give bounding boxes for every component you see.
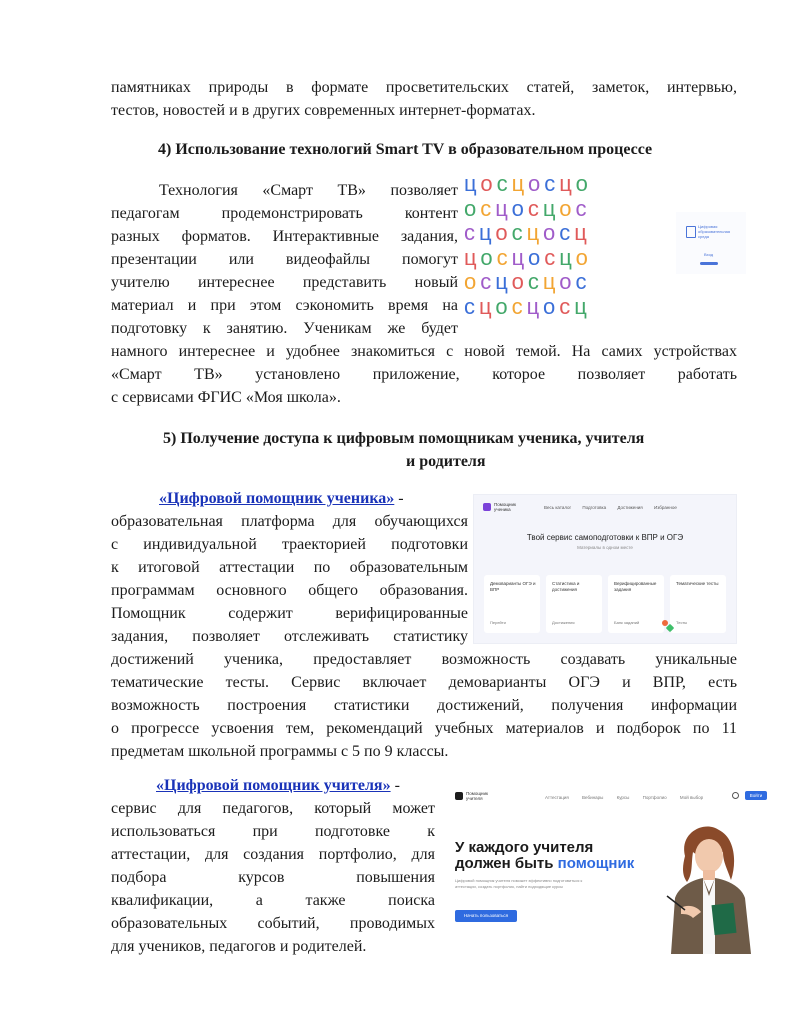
- pattern-letter: о: [542, 220, 560, 245]
- pattern-letter: о: [527, 171, 545, 196]
- student-line: к итоговой аттестации по образовательным: [111, 559, 468, 576]
- student-cont: возможность построения статистики достижений, получения информации: [111, 697, 737, 714]
- teacher-line: квалификации, а также поиска: [111, 892, 435, 909]
- student-cont: о прогрессе усвоения тем, рекомендаций учебных материалов и подборок по 11: [111, 720, 737, 737]
- nav-item[interactable]: Мой выбор: [679, 795, 704, 800]
- smarttv-line: разных форматов. Интерактивные задания,: [111, 228, 458, 245]
- teacher-line: аттестации, для создания портфолио, для: [111, 846, 435, 863]
- card-title: Тематические тесты: [676, 581, 719, 586]
- pattern-row: [464, 295, 670, 320]
- teacher-helper-screenshot: [449, 786, 769, 954]
- pattern-letter: ц: [511, 171, 528, 196]
- teacher-helper-nav: [545, 795, 715, 800]
- heading-smart-tv: 4) Использование технологий Smart TV в образовательном процессе: [158, 141, 653, 158]
- smarttv-cont: с сервисами ФГИС «Моя школа».: [111, 389, 341, 406]
- teacher-helper-description: Цифровой помощник учителя поможет эффективно подготовиться к аттестации, создать портфолио, найти подходящие курсы: [455, 878, 583, 889]
- pattern-letter: с: [559, 220, 575, 245]
- teacher-helper-headline: [455, 840, 634, 872]
- teacher-line: сервис для педагогов, который может: [111, 800, 435, 817]
- smarttv-line: материал и при этом сэкономить время на: [111, 297, 458, 314]
- pattern-letter: о: [495, 220, 512, 245]
- headline-text: должен быть: [455, 855, 554, 872]
- student-cont: достижений ученика, предоставляет возможность создавать уникальные: [111, 651, 737, 668]
- pattern-letter: о: [542, 293, 560, 319]
- card-footer: Тесты: [676, 620, 688, 625]
- card-title: Демоварианты ОГЭ и ВПР: [490, 581, 536, 592]
- pattern-letter: о: [480, 244, 497, 270]
- teacher-helper-logo-text: Помощник учителя: [466, 791, 489, 801]
- pattern-letter: о: [559, 269, 576, 294]
- pattern-row: [464, 172, 670, 197]
- student-helper-logo-text: Помощник ученика: [494, 502, 517, 512]
- student-helper-title: Твой сервис самоподготовки к ВПР и ОГЭ: [526, 533, 684, 542]
- student-first-line: [159, 487, 468, 510]
- tv-login-button[interactable]: [700, 262, 718, 265]
- pattern-letter: с: [511, 293, 527, 319]
- start-using-button[interactable]: Начать пользоваться: [455, 910, 517, 922]
- smarttv-line: Технология «Смарт ТВ» позволяет: [159, 182, 458, 199]
- smarttv-line: педагогам продемонстрировать контент: [111, 205, 458, 222]
- pattern-letter: о: [495, 293, 512, 319]
- intro-line-2: тестов, новостей и в других современных интернет-форматах.: [111, 102, 536, 119]
- nav-item[interactable]: Вебинары: [582, 795, 604, 800]
- pattern-letter: ц: [511, 244, 528, 270]
- pattern-letter: с: [575, 195, 591, 221]
- moya-shkola-pattern: [464, 172, 670, 322]
- student-helper-screenshot: [473, 494, 737, 644]
- card-title: Верифицированные задания: [614, 581, 657, 592]
- pattern-letter: ц: [464, 171, 481, 196]
- student-line: Помощник содержит верифицированные: [111, 605, 468, 622]
- pattern-letter: о: [464, 195, 481, 221]
- login-button[interactable]: Войти: [745, 791, 767, 800]
- dash: -: [394, 490, 404, 507]
- card-footer: Перейти: [490, 620, 506, 625]
- nav-item[interactable]: Портфолио: [642, 795, 667, 800]
- feature-card[interactable]: [546, 575, 602, 633]
- headline-accent: помощник: [557, 855, 635, 872]
- heading-digital-helpers-2: и родителя: [406, 453, 486, 470]
- pattern-row: [464, 246, 670, 271]
- building-icon: [686, 226, 696, 238]
- pattern-letter: с: [511, 220, 527, 245]
- pattern-letter: с: [527, 269, 543, 294]
- pattern-letter: ц: [495, 195, 512, 221]
- smarttv-cont: «Смарт ТВ» установлено приложение, которое позволяет работать: [111, 366, 737, 383]
- tv-login-label: Вход: [704, 252, 714, 257]
- teacher-helper-logo-icon: [455, 792, 463, 800]
- smarttv-line: подготовку к занятию. Ученикам же будет: [111, 320, 458, 337]
- nav-item[interactable]: Курсы: [616, 795, 630, 800]
- pattern-letter: с: [464, 220, 479, 245]
- teacher-line: подбора курсов повышения: [111, 869, 435, 886]
- pattern-letter: с: [496, 244, 512, 270]
- pattern-letter: о: [575, 171, 592, 196]
- pattern-letter: о: [464, 269, 481, 294]
- nav-item[interactable]: Аттестация: [545, 795, 569, 800]
- student-line: задания, позволяет отслеживать статистику: [111, 628, 468, 645]
- student-helper-link[interactable]: «Цифровой помощник ученика»: [159, 490, 395, 507]
- dash: -: [390, 777, 400, 794]
- pattern-letter: с: [480, 269, 496, 294]
- student-helper-subtitle: Материалы в одном месте: [577, 545, 633, 550]
- pattern-letter: о: [527, 244, 545, 270]
- smarttv-cont: намного интереснее и удобнее знакомиться с новой темой. На самих устройствах: [111, 343, 737, 360]
- nav-item[interactable]: Избранное: [654, 505, 677, 510]
- smarttv-line: презентации или видеофайлы помогут: [111, 251, 458, 268]
- pattern-letter: ц: [526, 293, 543, 319]
- feature-card[interactable]: [608, 575, 664, 633]
- pattern-letter: с: [496, 171, 512, 196]
- teacher-photo: [657, 822, 763, 954]
- search-icon[interactable]: [732, 792, 739, 799]
- pattern-row: [464, 270, 670, 295]
- headline-line-1: У каждого учителя: [455, 839, 594, 856]
- nav-item[interactable]: Достижения: [617, 505, 643, 510]
- pattern-letter: с: [527, 195, 543, 221]
- pattern-letter: о: [511, 195, 528, 221]
- tv-login-screen: [676, 212, 746, 274]
- pattern-letter: с: [464, 293, 479, 319]
- teacher-line: использоваться при подготовке к: [111, 823, 435, 840]
- intro-line-1: памятниках природы в формате просветительских статей, заметок, интервью,: [111, 79, 737, 96]
- pattern-letter: о: [559, 195, 576, 221]
- pattern-letter: ц: [479, 293, 496, 319]
- pattern-letter: с: [544, 244, 560, 270]
- smarttv-line: учителю интереснее представить новый: [111, 274, 458, 291]
- pattern-letter: ц: [559, 244, 576, 270]
- feature-card[interactable]: [670, 575, 726, 633]
- pattern-letter: о: [511, 269, 528, 294]
- student-line: программам основного общего образования.: [111, 582, 468, 599]
- pattern-row: [464, 197, 670, 222]
- teacher-line: для учеников, педагогов и родителей.: [111, 938, 367, 955]
- student-helper-nav: [544, 505, 687, 510]
- tv-brand-text: Цифровая образовательная среда: [698, 224, 731, 239]
- pattern-letter: с: [544, 171, 560, 196]
- student-helper-logo-icon: [483, 503, 491, 511]
- pattern-letter: с: [575, 269, 591, 294]
- pattern-letter: с: [480, 195, 496, 221]
- pattern-letter: ц: [559, 171, 576, 196]
- student-line: с индивидуальной траекторией подготовки: [111, 536, 468, 553]
- pattern-row: [464, 221, 670, 246]
- student-cont: предметам школьной программы с 5 по 9 классы.: [111, 743, 449, 760]
- student-cont: тематические тесты. Сервис включает демоварианты ОГЭ и ВПР, есть: [111, 674, 737, 691]
- headline-line-2: [455, 856, 634, 872]
- heading-digital-helpers-1: 5) Получение доступа к цифровым помощникам ученика, учителя: [163, 430, 645, 447]
- teacher-first-line: [156, 774, 442, 797]
- pattern-letter: ц: [574, 220, 591, 245]
- feature-card[interactable]: [484, 575, 540, 633]
- pattern-letter: ц: [479, 220, 496, 245]
- pattern-letter: ц: [542, 269, 560, 294]
- pattern-letter: ц: [574, 293, 591, 319]
- nav-item[interactable]: Подготовка: [582, 505, 607, 510]
- card-footer: Достижения: [552, 620, 575, 625]
- teacher-helper-link[interactable]: «Цифровой помощник учителя»: [156, 777, 391, 794]
- pattern-letter: ц: [542, 195, 560, 221]
- student-line: образовательная платформа для обучающихся: [111, 513, 468, 530]
- pattern-letter: ц: [495, 269, 512, 294]
- pattern-letter: ц: [526, 220, 543, 245]
- pattern-letter: о: [480, 171, 497, 196]
- teacher-line: образовательных событий, проводимых: [111, 915, 435, 932]
- card-title: Статистика и достижения: [552, 581, 580, 592]
- pattern-letter: с: [559, 293, 575, 319]
- card-footer: Банк заданий: [614, 620, 640, 625]
- pattern-letter: о: [575, 244, 592, 270]
- pattern-letter: ц: [464, 244, 481, 270]
- nav-item[interactable]: Весь каталог: [544, 505, 572, 510]
